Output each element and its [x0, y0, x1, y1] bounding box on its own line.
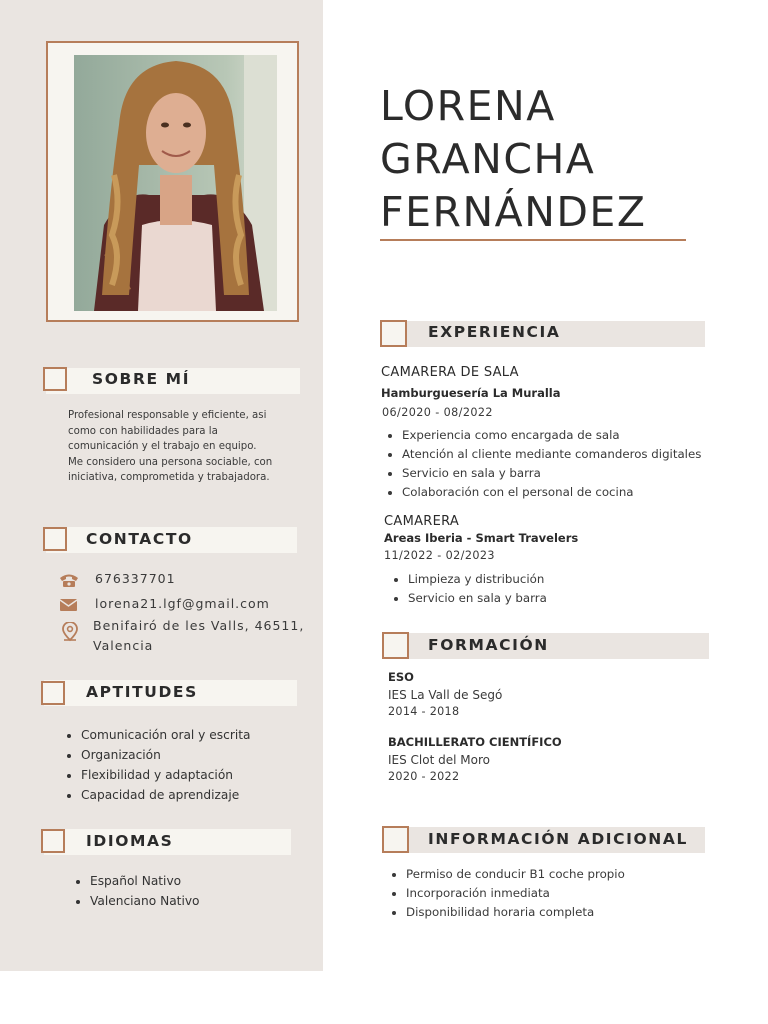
list-item: • Comunicación oral y escrita — [81, 725, 250, 745]
about-line: comunicación y el trabajo en equipo. — [68, 441, 257, 453]
list-item: • Capacidad de aprendizaje — [81, 785, 250, 805]
education-dates: 2020 - 2022 — [388, 770, 460, 783]
about-line: Profesional responsable y eficiente, asi — [68, 410, 267, 421]
profile-photo-frame — [46, 41, 299, 322]
about-line: como con habilidades para la — [68, 425, 218, 437]
email-address[interactable]: lorena21.lgf@gmail.com — [95, 596, 270, 611]
contact-header-square — [43, 527, 67, 551]
list-item: • Español Nativo — [90, 871, 200, 891]
languages-title: IDIOMAS — [86, 832, 174, 850]
education-title: FORMACIÓN — [428, 636, 549, 654]
job-duties-list — [381, 426, 701, 502]
phone-number[interactable]: 676337701 — [95, 571, 176, 586]
list-item: • Incorporación inmediata — [406, 884, 625, 903]
list-item: • Organización — [81, 745, 250, 765]
job-dates: 11/2022 - 02/2023 — [384, 549, 495, 562]
name-line: GRANCHA — [380, 135, 596, 183]
mail-icon — [58, 598, 80, 616]
sidebar — [0, 0, 323, 971]
profile-photo-illustration — [74, 55, 277, 311]
name-underline — [380, 239, 686, 241]
list-item: • Disponibilidad horaria completa — [406, 903, 625, 922]
list-item: • Servicio en sala y barra — [402, 464, 701, 483]
education-degree: ESO — [388, 670, 414, 684]
name-line: FERNÁNDEZ — [380, 188, 647, 236]
location-pin-icon — [58, 622, 80, 640]
about-line: iniciativa, comprometida y trabajadora. — [68, 472, 270, 484]
skills-list — [67, 725, 250, 805]
address-line-1: Benifairó de les Valls, 46511, — [93, 618, 305, 633]
languages-list — [76, 871, 200, 911]
additional-header-square — [382, 826, 409, 853]
list-item: • Flexibilidad y adaptación — [81, 765, 250, 785]
languages-header-square — [41, 829, 65, 853]
about-text — [68, 408, 308, 486]
education-degree: BACHILLERATO CIENTÍFICO — [388, 735, 562, 749]
education-institution: IES Clot del Moro — [388, 753, 490, 767]
about-header-square — [43, 367, 67, 391]
contact-title: CONTACTO — [86, 530, 193, 548]
about-line: Me considero una persona sociable, con — [68, 456, 273, 468]
education-institution: IES La Vall de Segó — [388, 688, 503, 702]
job-company: Areas Iberia - Smart Travelers — [384, 531, 579, 545]
skills-header-square — [41, 681, 65, 705]
list-item: • Colaboración con el personal de cocina — [402, 483, 701, 502]
address-line-2: Valencia — [93, 638, 154, 653]
full-name — [380, 80, 646, 239]
list-item: • Limpieza y distribución — [408, 570, 547, 589]
education-dates: 2014 - 2018 — [388, 705, 460, 718]
job-duties-list — [387, 570, 547, 608]
additional-title: INFORMACIÓN ADICIONAL — [428, 830, 688, 848]
phone-icon — [58, 572, 80, 590]
job-dates: 06/2020 - 08/2022 — [382, 406, 493, 419]
job-title: CAMARERA DE SALA — [381, 365, 519, 380]
additional-list — [385, 865, 625, 922]
list-item: • Permiso de conducir B1 coche propio — [406, 865, 625, 884]
name-line: LORENA — [380, 82, 556, 130]
experience-header-square — [380, 320, 407, 347]
list-item: • Experiencia como encargada de sala — [402, 426, 701, 445]
job-company: Hamburguesería La Muralla — [381, 386, 561, 400]
list-item: • Atención al cliente mediante comanderos digitales — [402, 445, 701, 464]
experience-title: EXPERIENCIA — [428, 323, 561, 341]
profile-photo — [74, 55, 277, 311]
about-title: SOBRE MÍ — [92, 370, 191, 388]
education-header-square — [382, 632, 409, 659]
job-title: CAMARERA — [384, 514, 460, 529]
skills-title: APTITUDES — [86, 683, 198, 701]
list-item: • Valenciano Nativo — [90, 891, 200, 911]
list-item: • Servicio en sala y barra — [408, 589, 547, 608]
